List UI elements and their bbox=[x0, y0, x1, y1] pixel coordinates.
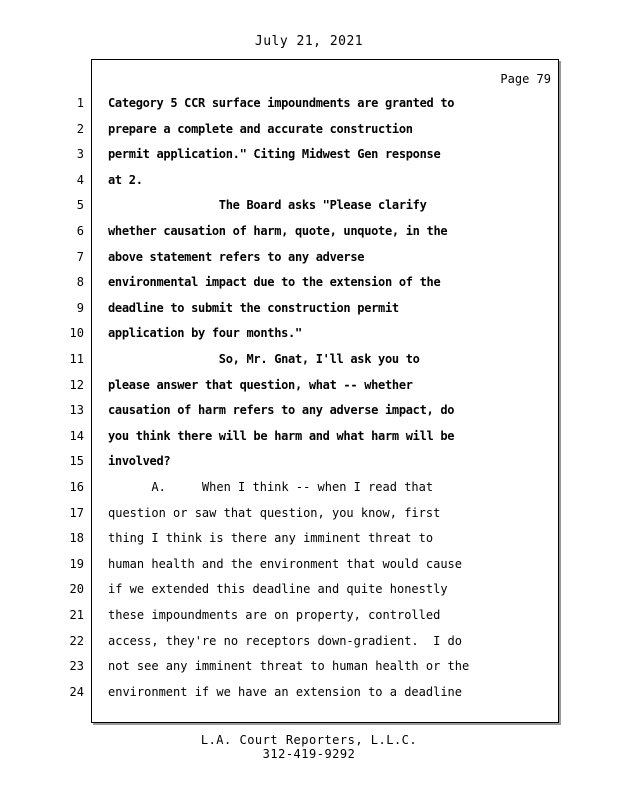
line-number: 21 bbox=[69, 608, 84, 622]
line-number: 15 bbox=[69, 454, 84, 468]
transcript-line-text: please answer that question, what -- whether bbox=[108, 378, 413, 392]
line-number: 10 bbox=[69, 326, 84, 340]
transcript-line-text: access, they're no receptors down-gradient. I do bbox=[108, 634, 463, 648]
transcript-line-text: prepare a complete and accurate construction bbox=[108, 122, 413, 136]
line-number: 13 bbox=[69, 403, 84, 417]
line-number: 20 bbox=[69, 582, 84, 596]
page-number: Page 79 bbox=[500, 72, 551, 86]
transcript-line-text: Category 5 CCR surface impoundments are granted to bbox=[108, 96, 455, 110]
transcript-line-text: if we extended this deadline and quite honestly bbox=[108, 582, 448, 596]
transcript-line-text: these impoundments are on property, controlled bbox=[108, 608, 441, 622]
transcript-line-text: involved? bbox=[108, 454, 171, 468]
transcript-line-text: whether causation of harm, quote, unquote, in the bbox=[108, 224, 448, 238]
transcript-line-text: causation of harm refers to any adverse impact, do bbox=[108, 403, 455, 417]
transcript-line-text: you think there will be harm and what harm will be bbox=[108, 429, 455, 443]
line-number: 11 bbox=[69, 352, 84, 366]
line-number: 7 bbox=[76, 250, 84, 264]
transcript-line-text: human health and the environment that would cause bbox=[108, 557, 463, 571]
transcript-line-text: deadline to submit the construction permit bbox=[108, 301, 399, 315]
transcript-line-text: application by four months." bbox=[108, 326, 302, 340]
line-number: 4 bbox=[76, 173, 84, 187]
line-number: 12 bbox=[69, 378, 84, 392]
transcript-date: July 21, 2021 bbox=[254, 34, 364, 49]
line-number: 23 bbox=[69, 659, 84, 673]
transcript-line-text: permit application." Citing Midwest Gen response bbox=[108, 147, 441, 161]
line-number: 17 bbox=[69, 506, 84, 520]
line-number: 19 bbox=[69, 557, 84, 571]
line-number: 22 bbox=[69, 634, 84, 648]
line-number: 6 bbox=[76, 224, 84, 238]
transcript-line-text: A. When I think -- when I read that bbox=[108, 480, 434, 494]
transcript-line-text: thing I think is there any imminent threat to bbox=[108, 531, 434, 545]
transcript-line-text: So, Mr. Gnat, I'll ask you to bbox=[108, 352, 420, 366]
transcript-line-text: above statement refers to any adverse bbox=[108, 250, 365, 264]
transcript-line-text: question or saw that question, you know, first bbox=[108, 506, 441, 520]
line-number: 1 bbox=[76, 96, 84, 110]
transcript-line-text: not see any imminent threat to human health or the bbox=[108, 659, 470, 673]
court-reporter-name: L.A. Court Reporters, L.L.C. bbox=[200, 733, 418, 747]
transcript-line-text: environment if we have an extension to a deadline bbox=[108, 685, 463, 699]
line-number: 5 bbox=[76, 198, 84, 212]
court-reporter-phone: 312-419-9292 bbox=[262, 747, 356, 761]
line-number: 14 bbox=[69, 429, 84, 443]
transcript-line-text: The Board asks "Please clarify bbox=[108, 198, 427, 212]
line-number: 3 bbox=[76, 147, 84, 161]
line-number: 16 bbox=[69, 480, 84, 494]
line-number: 9 bbox=[76, 301, 84, 315]
line-number: 8 bbox=[76, 275, 84, 289]
transcript-line-text: at 2. bbox=[108, 173, 143, 187]
line-number: 24 bbox=[69, 685, 84, 699]
line-number: 2 bbox=[76, 122, 84, 136]
line-number: 18 bbox=[69, 531, 84, 545]
transcript-line-text: environmental impact due to the extension of the bbox=[108, 275, 441, 289]
